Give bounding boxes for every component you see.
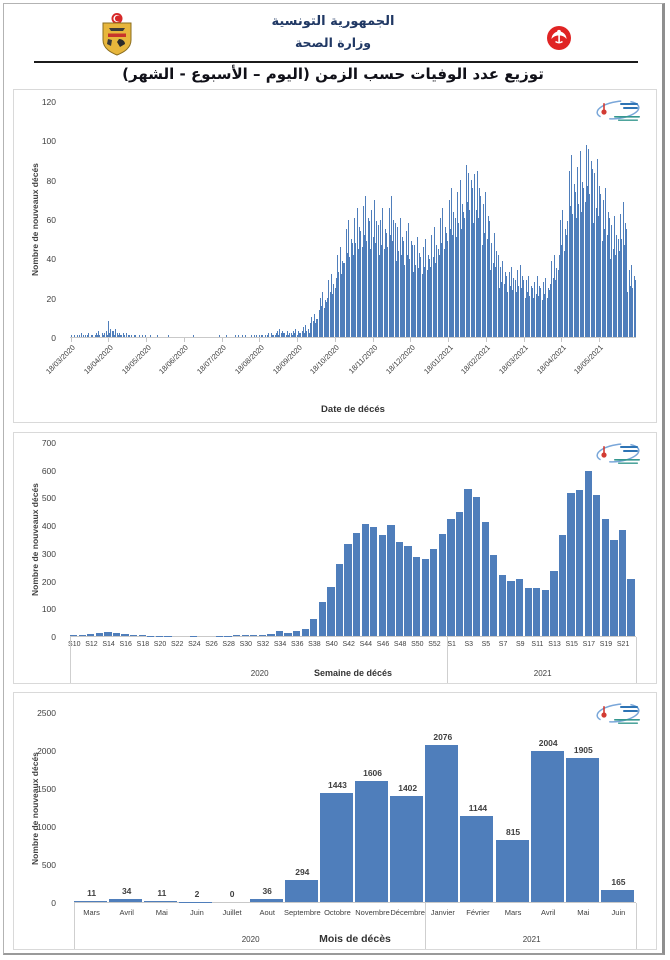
bar (145, 335, 146, 337)
bar (168, 335, 169, 337)
x-tick-label: Mars (83, 908, 100, 917)
bar (226, 335, 227, 337)
x-tick-label: Décembre (390, 908, 425, 917)
weekly-deaths-chart-panel (13, 432, 657, 684)
bar-value-label: 294 (295, 866, 310, 877)
y-tick-label: 2000 (37, 746, 56, 756)
bar (267, 634, 274, 636)
bar (362, 524, 369, 636)
x-axis-title: Mois de décès (319, 933, 391, 945)
x-tick-label: S42 (342, 641, 355, 648)
bar (460, 816, 493, 902)
bar (550, 571, 557, 636)
y-tick-label: 20 (46, 293, 56, 304)
x-axis-title: Date de décés (321, 404, 385, 415)
bar (490, 555, 497, 636)
bar (576, 490, 583, 636)
health-ministry-logo-icon (546, 25, 572, 51)
y-axis-title: Nombre de nouveaux décés (30, 483, 40, 596)
x-tick-mark (524, 338, 525, 342)
header-divider (34, 61, 638, 63)
bar (79, 635, 86, 636)
bar (635, 280, 636, 337)
bar (531, 751, 564, 903)
bar (70, 635, 77, 636)
bar (619, 530, 626, 636)
bar (601, 890, 634, 902)
bar (602, 519, 609, 636)
y-tick-label: 80 (46, 175, 56, 186)
bar (353, 533, 360, 636)
y-tick-label: 60 (46, 215, 56, 225)
x-tick-label: Juin (611, 908, 626, 917)
x-tick-label: S30 (239, 641, 253, 648)
x-tick-label: 18/04/2021 (534, 343, 568, 376)
x-tick-mark (297, 338, 298, 342)
x-tick-label: S5 (481, 641, 491, 648)
x-tick-label: Juillet (222, 908, 242, 917)
x-tick-label: 18/12/2020 (383, 343, 417, 376)
bar-value-label: 165 (611, 876, 626, 887)
bar (430, 549, 437, 636)
y-tick-label: 0 (51, 333, 56, 343)
x-tick-label: Janvier (430, 908, 455, 917)
bar (219, 335, 220, 337)
y-tick-label: 0 (51, 632, 56, 642)
bar (379, 535, 386, 636)
bar (262, 335, 263, 337)
x-tick-label: Aout (259, 908, 275, 917)
bar (525, 588, 532, 636)
x-tick-label: S7 (498, 641, 508, 648)
bar-value-label: 11 (87, 888, 97, 899)
plot-area (70, 443, 636, 637)
y-axis (14, 438, 64, 642)
bar (276, 631, 283, 636)
bar (559, 535, 566, 636)
bar (390, 796, 423, 902)
bar (496, 840, 529, 902)
x-tick-label: S40 (325, 641, 338, 648)
bar (396, 542, 403, 636)
bar (130, 635, 137, 636)
y-tick-label: 40 (46, 254, 56, 265)
x-tick-mark (373, 338, 374, 342)
bar (320, 793, 353, 902)
x-tick-mark (561, 338, 562, 342)
bar (344, 544, 351, 636)
x-tick-label: S26 (205, 641, 218, 648)
year-label: 2021 (522, 935, 541, 944)
bar (250, 635, 257, 636)
bar (254, 335, 255, 337)
x-axis-title: Semaine de décés (313, 668, 393, 678)
y-tick-label: 500 (41, 860, 56, 870)
bar (593, 495, 600, 636)
bar (422, 559, 429, 636)
bar-value-label: 1606 (363, 767, 383, 778)
bar (355, 781, 388, 902)
bar (144, 901, 177, 902)
bar (447, 519, 454, 636)
x-tick-label: S12 (85, 641, 98, 648)
bar (627, 579, 634, 636)
bar (250, 899, 283, 902)
x-tick-label: 18/01/2021 (421, 343, 455, 376)
bar (81, 333, 82, 337)
bar (542, 590, 549, 636)
x-tick-mark (486, 338, 487, 342)
x-tick-mark (146, 338, 147, 342)
x-tick-label: S1 (447, 641, 456, 648)
y-tick-label: 200 (41, 576, 56, 587)
bar (256, 335, 257, 337)
x-tick-label: S19 (599, 641, 613, 648)
bar (285, 880, 318, 902)
ministry-name: وزارة الصحة (294, 35, 372, 50)
bar-value-label: 815 (505, 827, 521, 838)
x-tick-label: S13 (548, 641, 561, 648)
page-title: توزيع عدد الوفيات حسب الزمن (اليوم – الأسبوع - الشهر) (122, 65, 544, 83)
bar-value-label: 1402 (398, 783, 418, 794)
y-tick-label: 600 (41, 465, 56, 476)
bar (310, 619, 317, 636)
bar-value-label: 2076 (433, 732, 453, 743)
bar (238, 335, 239, 337)
x-tick-label: 18/06/2020 (157, 343, 191, 376)
bar-value-label: 1905 (573, 744, 593, 755)
x-tick-mark (599, 338, 600, 342)
bar (319, 602, 326, 636)
bar (302, 629, 309, 636)
bar (74, 901, 107, 902)
bar-value-label: 11 (157, 888, 167, 899)
bar-value-label: 36 (262, 886, 272, 897)
bar (327, 587, 334, 636)
monthly-deaths-chart-panel (13, 692, 657, 950)
bar-value-label: 1144 (468, 802, 488, 813)
bar-value-label: 34 (121, 886, 132, 897)
bar (99, 335, 100, 337)
x-tick-label: Mai (577, 908, 590, 917)
x-tick-label: 18/08/2020 (232, 343, 266, 376)
x-tick-label: 18/05/2020 (119, 343, 153, 376)
y-axis-title: Nombre de nouveaux décés (30, 752, 40, 865)
x-axis (44, 338, 636, 422)
x-tick-mark (410, 338, 411, 342)
year-group (425, 903, 637, 949)
bar (610, 540, 617, 636)
bar (135, 335, 136, 337)
bar (425, 745, 458, 902)
x-tick-label: Septembre (283, 908, 321, 917)
bar (104, 632, 111, 636)
bar (482, 522, 489, 636)
bar (404, 546, 411, 636)
x-tick-label: S44 (359, 641, 373, 648)
plot-area (74, 713, 636, 903)
x-tick-mark (448, 338, 449, 342)
x-tick-label: S10 (68, 641, 81, 648)
x-tick-label: S50 (411, 641, 424, 648)
x-tick-label: Avril (540, 908, 556, 917)
x-tick-label: S34 (273, 641, 287, 648)
x-tick-label: S32 (256, 641, 270, 648)
x-tick-label: S9 (515, 641, 525, 648)
bar (235, 335, 236, 337)
x-tick-label: 18/05/2021 (572, 343, 606, 376)
x-tick-label: Novembre (355, 908, 390, 917)
bar (87, 634, 94, 636)
x-tick-label: S3 (464, 641, 474, 648)
x-tick-label: Mai (155, 908, 168, 917)
bar (268, 333, 269, 337)
y-axis (14, 708, 64, 908)
x-tick-label: S20 (153, 641, 167, 648)
bar (567, 493, 574, 636)
x-tick-label: S46 (376, 641, 390, 648)
year-label: 2020 (241, 935, 260, 944)
bar (516, 579, 523, 636)
x-tick-label: 18/02/2021 (459, 343, 493, 376)
y-tick-label: 0 (51, 898, 56, 908)
y-tick-label: 100 (41, 136, 56, 147)
page-header (4, 4, 662, 66)
x-tick-label: Février (466, 908, 490, 917)
bar (129, 335, 130, 337)
y-axis-title: Nombre de nouveaux décés (30, 163, 40, 276)
bar (566, 758, 599, 902)
x-axis (74, 903, 636, 949)
bar (259, 635, 266, 636)
bar (293, 631, 300, 636)
bar (242, 635, 249, 636)
bar (413, 557, 420, 636)
year-group-endline (636, 637, 637, 683)
x-tick-label: S24 (188, 641, 201, 648)
bar (370, 527, 377, 636)
x-tick-label: S17 (582, 641, 596, 648)
year-label: 2021 (533, 669, 552, 678)
x-tick-label: Avril (119, 908, 134, 917)
bar (533, 588, 540, 636)
year-group (74, 903, 426, 949)
daily-deaths-chart-panel (13, 89, 657, 423)
y-tick-label: 1500 (37, 784, 56, 794)
republic-name: الجمهورية التونسية (271, 14, 395, 29)
x-tick-label: S28 (222, 641, 235, 648)
bar (499, 575, 506, 636)
bar (387, 525, 394, 636)
plot-area (70, 102, 636, 338)
bar (121, 634, 128, 636)
bar (150, 335, 151, 337)
bar-value-label: 0 (229, 889, 235, 899)
y-tick-label: 300 (41, 548, 56, 559)
x-tick-mark (184, 338, 185, 342)
bar (242, 335, 243, 337)
x-tick-label: 18/03/2021 (496, 343, 530, 376)
bar-value-label: 2 (194, 888, 200, 899)
bar (456, 512, 463, 636)
x-tick-label: S48 (393, 641, 407, 648)
x-tick-mark (259, 338, 260, 342)
bar (113, 633, 120, 636)
bar (473, 497, 480, 636)
bar (109, 899, 142, 902)
x-tick-label: 18/10/2020 (308, 343, 342, 376)
x-tick-label: S21 (616, 641, 630, 648)
y-axis (14, 97, 64, 343)
bar (139, 335, 140, 337)
y-tick-label: 2500 (37, 708, 56, 718)
bar (245, 335, 246, 337)
bar (439, 534, 446, 636)
bar (85, 335, 86, 337)
x-tick-label: Mars (504, 908, 522, 917)
x-tick-mark (222, 338, 223, 342)
x-tick-label: S36 (291, 641, 304, 648)
bar (233, 635, 240, 636)
bar (96, 633, 103, 636)
bar-value-label: 1443 (327, 779, 347, 790)
bar (92, 335, 93, 337)
x-tick-mark (71, 338, 72, 342)
year-group (70, 637, 448, 683)
x-tick-label: S11 (531, 641, 544, 648)
bar (251, 335, 252, 337)
bar (88, 333, 89, 337)
y-tick-label: 400 (41, 521, 56, 532)
x-axis (70, 637, 636, 683)
x-tick-label: S38 (308, 641, 321, 648)
bar (139, 635, 146, 636)
bar (142, 335, 143, 337)
x-tick-label: 18/04/2020 (81, 343, 115, 376)
y-tick-label: 700 (41, 438, 56, 448)
bar (74, 335, 75, 337)
x-tick-label: S16 (119, 641, 132, 648)
y-tick-label: 500 (41, 493, 56, 504)
y-tick-label: 120 (41, 97, 56, 107)
x-tick-label: S15 (565, 641, 578, 648)
bar (79, 335, 80, 337)
year-label: 2020 (250, 669, 269, 678)
x-tick-label: S14 (102, 641, 115, 648)
x-tick-label: 18/07/2020 (195, 343, 229, 376)
year-group (447, 637, 637, 683)
bar (336, 564, 343, 636)
x-tick-label: 18/11/2020 (346, 343, 379, 376)
y-tick-label: 1000 (37, 822, 56, 832)
report-page (3, 3, 665, 955)
bar-value-label: 2004 (538, 737, 558, 748)
x-tick-mark (108, 338, 109, 342)
x-tick-label: S52 (428, 641, 441, 648)
bar (585, 471, 592, 636)
bar (124, 335, 125, 337)
x-tick-label: Octobre (324, 908, 351, 917)
bar (157, 335, 158, 337)
y-tick-label: 100 (41, 604, 56, 615)
bar (71, 335, 72, 337)
bar (131, 335, 132, 337)
year-group-endline (636, 903, 637, 949)
x-tick-mark (335, 338, 336, 342)
x-tick-label: Juin (190, 908, 204, 917)
bar (265, 335, 266, 337)
bar (284, 633, 291, 636)
bar (507, 581, 514, 636)
bar (259, 335, 260, 337)
x-tick-label: 18/09/2020 (270, 343, 304, 376)
x-tick-label: S18 (136, 641, 150, 648)
bar (464, 489, 471, 637)
x-tick-label: S22 (170, 641, 184, 648)
x-tick-label: 18/03/2020 (44, 343, 78, 376)
bar (193, 335, 194, 337)
